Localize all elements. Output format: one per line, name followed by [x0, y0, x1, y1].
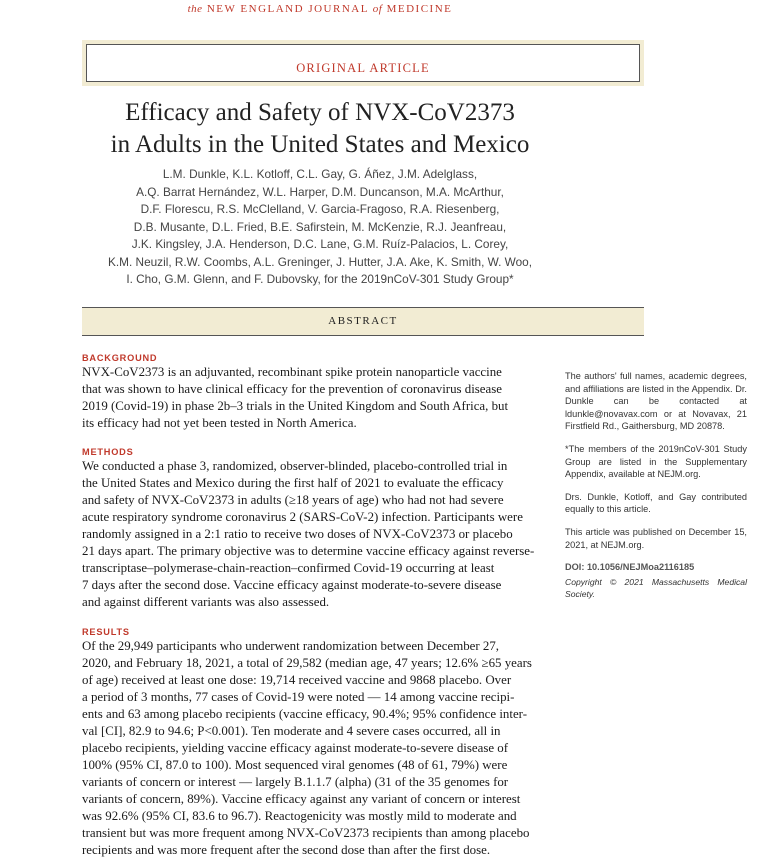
article-type-box — [82, 40, 644, 86]
text-line: val [CI], 82.9 to 94.6; P<0.001). Ten moderate and 4 severe cases occurred, all in — [82, 724, 501, 738]
text-line: a period of 3 months, 77 cases of Covid-19 were noted — 14 among vaccine recipi- — [82, 690, 515, 704]
text-line: NVX-CoV2373 is an adjuvanted, recombinant spike protein nanoparticle vaccine — [82, 365, 502, 379]
abstract-label: ABSTRACT — [328, 315, 398, 327]
abstract-bar — [82, 307, 644, 336]
author-line: J.K. Kingsley, J.A. Henderson, D.C. Lane, G.M. Ruíz-Palacios, L. Corey, — [131, 237, 509, 251]
contrib-note: Drs. Dunkle, Kotloff, and Gay contributed equally to this article. — [565, 491, 747, 515]
title-line: Efficacy and Safety of NVX-CoV2373 — [125, 99, 515, 126]
results-text — [82, 638, 554, 859]
authors-note: The authors' full names, academic degrees, and affiliations are listed in the Appendix. Dr. Dunkle can be contacted at ldunkle@novavax.com or at Novavax, 21 Firstfield Rd., Gaithersburg, MD 20878. — [565, 371, 747, 432]
text-line: the United States and Mexico during the first half of 2021 to evaluate the efficacy — [82, 476, 504, 490]
doi[interactable]: DOI: 10.1056/NEJMoa2116185 — [565, 562, 695, 573]
text-line: acute respiratory syndrome coronavirus 2 (SARS-CoV-2) infection. Participants were — [82, 510, 523, 524]
results-section — [82, 626, 554, 859]
text-line: 100% (95% CI, 87.0 to 100). Most sequenced viral genomes (48 of 61, 79%) were — [82, 758, 508, 772]
copyright: Copyright © 2021 Massachusetts Medical Society. — [565, 576, 747, 600]
text-line: Of the 29,949 participants who underwent randomization between December 27, — [82, 639, 500, 653]
results-heading: RESULTS — [82, 627, 130, 637]
article-title — [0, 97, 640, 161]
journal-name-part1: NEW ENGLAND JOURNAL — [206, 3, 369, 15]
text-line: recipients and was more frequent after the second dose than after the first dose. — [82, 843, 491, 857]
journal-the: the — [187, 3, 203, 15]
author-list — [0, 166, 640, 289]
methods-text — [82, 458, 554, 611]
study-group-note: *The members of the 2019nCoV-301 Study Group are listed in the Supplementary Appendix, available at NEJM.org. — [565, 443, 747, 480]
journal-header — [0, 3, 640, 15]
methods-section — [82, 446, 554, 611]
author-line: I. Cho, G.M. Glenn, and F. Dubovsky, for the 2019nCoV-301 Study Group* — [126, 272, 514, 286]
text-line: and against different variants was also assessed. — [82, 595, 330, 609]
text-line: We conducted a phase 3, randomized, observer-blinded, placebo-controlled trial in — [82, 459, 508, 473]
text-line: 2019 (Covid-19) in phase 2b–3 trials in the United Kingdom and South Africa, but — [82, 399, 509, 413]
article-type: ORIGINAL ARTICLE — [296, 61, 430, 75]
text-line: placebo recipients, yielding vaccine efficacy against moderate-to-severe disease of — [82, 741, 509, 755]
text-line: and safety of NVX-CoV2373 in adults (≥18 years of age) who had not had severe — [82, 493, 504, 507]
background-section — [82, 352, 554, 432]
published-note: This article was published on December 15, 2021, at NEJM.org. — [565, 526, 747, 550]
text-line: randomly assigned in a 2:1 ratio to receive two doses of NVX-CoV2373 or placebo — [82, 527, 513, 541]
background-heading: BACKGROUND — [82, 353, 158, 363]
author-line: K.M. Neuzil, R.W. Coombs, A.L. Greninger, J. Hutter, J.A. Ake, K. Smith, W. Woo, — [108, 254, 532, 269]
text-line: that was shown to have clinical efficacy for the prevention of coronavirus disease — [82, 382, 502, 396]
author-line: L.M. Dunkle, K.L. Kotloff, C.L. Gay, G. Áñez, J.M. Adelglass, — [162, 167, 478, 181]
text-line: transient but was more frequent among NVX-CoV2373 recipients than among placebo — [82, 826, 530, 840]
background-text — [82, 364, 554, 432]
author-line: A.Q. Barrat Hernández, W.L. Harper, D.M. Duncanson, M.A. McArthur, — [136, 184, 504, 199]
text-line: 2020, and February 18, 2021, a total of 29,582 (median age, 47 years; 12.6% ≥65 years — [82, 656, 532, 670]
text-line: ents and 63 among placebo recipients (vaccine efficacy, 90.4%; 95% confidence inter- — [82, 707, 527, 721]
text-line: its efficacy had not yet been tested in North America. — [82, 416, 357, 430]
text-line: transcriptase–polymerase-chain-reaction–confirmed Covid-19 occurring at least — [82, 561, 495, 575]
text-line: variants of concern, 89%). Vaccine efficacy against any variant of concern or interest — [82, 792, 521, 806]
methods-heading: METHODS — [82, 447, 134, 457]
author-line: D.F. Florescu, R.S. McClelland, V. Garcia-Fragoso, R.A. Riesenberg, — [140, 202, 500, 216]
journal-of: of — [372, 3, 383, 15]
text-line: was 92.6% (95% CI, 83.6 to 96.7). Reactogenicity was mostly mild to moderate and — [82, 809, 517, 823]
text-line: 21 days apart. The primary objective was to determine vaccine efficacy against reverse- — [82, 544, 535, 558]
title-line: in Adults in the United States and Mexico — [110, 131, 530, 158]
text-line: variants of concern or interest — largely B.1.1.7 (alpha) (31 of the 35 genomes for — [82, 775, 509, 789]
journal-name-part2: MEDICINE — [386, 3, 453, 15]
author-line: D.B. Musante, D.L. Fried, B.E. Safirstein, M. McKenzie, R.J. Jeanfreau, — [133, 219, 507, 234]
text-line: 7 days after the second dose. Vaccine efficacy against moderate-to-severe disease — [82, 578, 502, 592]
text-line: of age) received at least one dose: 19,714 received vaccine and 9868 placebo. Over — [82, 673, 512, 687]
sidebar-notes — [565, 370, 747, 601]
